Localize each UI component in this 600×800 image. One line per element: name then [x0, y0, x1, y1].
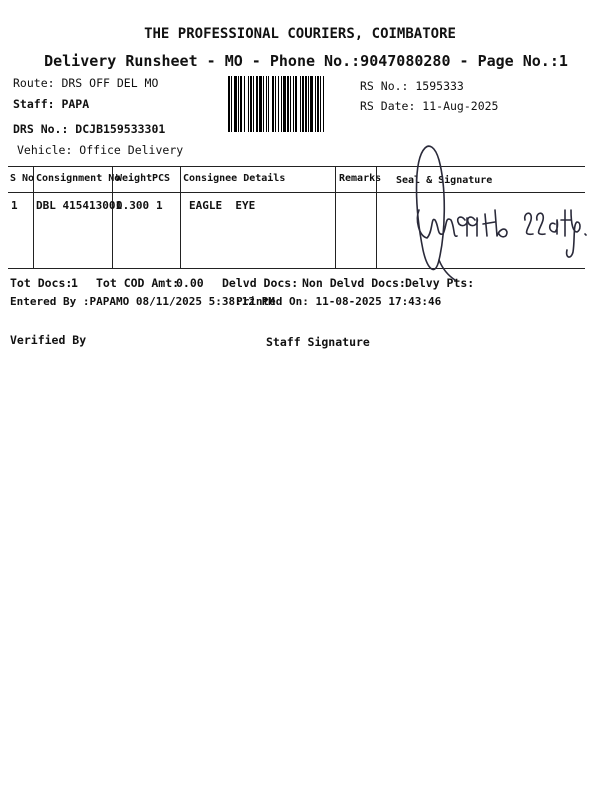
- printed-on: Printed On: 11-08-2025 17:43:46: [236, 295, 442, 308]
- col-header-seal-signature: Seal & Signature: [396, 175, 493, 186]
- col-header-pcs: PCS: [152, 173, 171, 184]
- tot-docs-label: Tot Docs:: [10, 276, 73, 290]
- cell-sno: 1: [11, 199, 18, 212]
- col-header-consignee: Consignee Details: [183, 173, 286, 184]
- cell-weight: 0.300: [116, 199, 150, 212]
- tot-docs-value: 1: [71, 276, 78, 290]
- cell-pcs: 1: [156, 199, 163, 212]
- handwritten-signature: [395, 140, 595, 290]
- col-header-sno: S No: [10, 173, 35, 184]
- cell-consignment: DBL 415413001: [36, 199, 123, 212]
- tot-cod-label: Tot COD Amt:: [96, 276, 180, 290]
- vehicle-label: Vehicle: Office Delivery: [17, 143, 184, 157]
- rs-date: RS Date: 11-Aug-2025: [360, 99, 499, 113]
- col-header-remarks: Remarks: [339, 173, 382, 184]
- col-header-weight: Weight: [116, 173, 153, 184]
- cell-consignee: EAGLE EYE: [189, 199, 256, 212]
- delvy-pts-label: Delvy Pts:: [405, 276, 475, 290]
- runsheet-subtitle: Delivery Runsheet - MO - Phone No.:9047080280 - Page No.:1: [44, 52, 568, 70]
- entered-by: Entered By :PAPAMO 08/11/2025 5:38:12 PM: [10, 295, 275, 308]
- company-title: THE PROFESSIONAL COURIERS, COIMBATORE: [144, 26, 456, 42]
- non-delvd-docs-label: Non Delvd Docs:: [302, 276, 406, 290]
- barcode-icon: [228, 76, 356, 132]
- route-label: Route: DRS OFF DEL MO: [13, 76, 159, 90]
- verified-by-label: Verified By: [10, 333, 87, 347]
- rs-number: RS No.: 1595333: [360, 79, 464, 93]
- delvd-docs-label: Delvd Docs:: [222, 276, 299, 290]
- staff-signature-label: Staff Signature: [266, 335, 370, 349]
- col-header-consignment: Consignment No: [36, 173, 121, 184]
- tot-cod-value: 0.00: [176, 276, 204, 290]
- drs-number: DRS No.: DCJB159533301: [13, 122, 166, 136]
- staff-label: Staff: PAPA: [13, 97, 90, 111]
